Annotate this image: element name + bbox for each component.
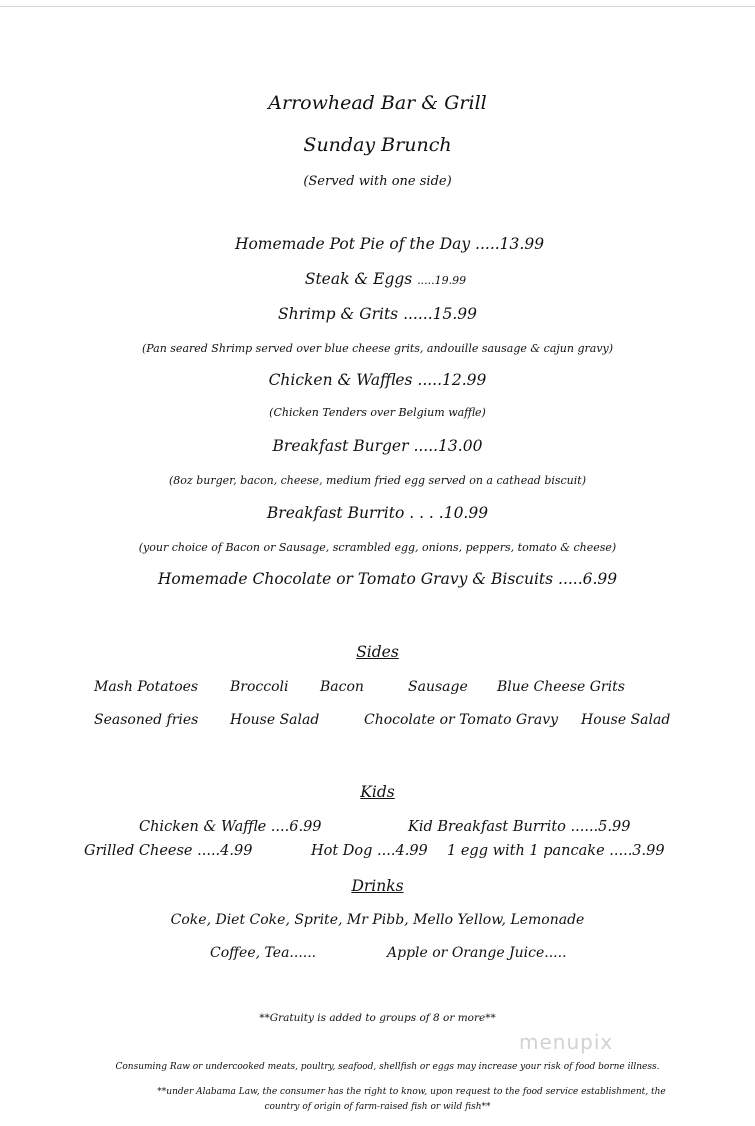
steak-eggs-name: Steak & Eggs bbox=[304, 270, 413, 288]
alabama-law-note-line-1: **under Alabama Law, the consumer has the right to know, upon request to the food service establishment, the bbox=[157, 1087, 666, 1097]
side-item: House Salad bbox=[581, 712, 671, 728]
side-item: Blue Cheese Grits bbox=[497, 679, 625, 695]
side-item: Mash Potatoes bbox=[94, 679, 199, 695]
consumer-warning: Consuming Raw or undercooked meats, poultry, seafood, shellfish or eggs may increase your risk of food borne illness. bbox=[115, 1062, 660, 1072]
breakfast-burrito-description: (your choice of Bacon or Sausage, scrambled egg, onions, peppers, tomato & cheese) bbox=[138, 541, 617, 554]
restaurant-title: Arrowhead Bar & Grill bbox=[268, 92, 487, 114]
chicken-waffles-description: (Chicken Tenders over Belgium waffle) bbox=[269, 406, 486, 419]
side-item: Sausage bbox=[408, 679, 468, 695]
sides-heading: Sides bbox=[356, 643, 399, 661]
alabama-law-note-line-2: country of origin of farm-raised fish or wild fish** bbox=[264, 1102, 491, 1112]
menu-item-gravy-biscuits: Homemade Chocolate or Tomato Gravy & Biscuits .....6.99 bbox=[157, 570, 618, 588]
side-item: House Salad bbox=[230, 712, 320, 728]
top-border-line bbox=[0, 6, 755, 7]
served-with-note: (Served with one side) bbox=[303, 174, 452, 189]
kids-item-egg-pancake: 1 egg with 1 pancake .....3.99 bbox=[447, 843, 665, 859]
drinks-coffee-tea: Coffee, Tea...... bbox=[210, 945, 317, 961]
drinks-heading: Drinks bbox=[351, 877, 404, 895]
breakfast-burger-description: (8oz burger, bacon, cheese, medium fried egg served on a cathead biscuit) bbox=[169, 474, 586, 487]
gratuity-note: **Gratuity is added to groups of 8 or more** bbox=[259, 1012, 496, 1024]
drinks-sodas: Coke, Diet Coke, Sprite, Mr Pibb, Mello Yellow, Lemonade bbox=[170, 912, 585, 928]
drinks-juice: Apple or Orange Juice..... bbox=[387, 945, 567, 961]
kids-item-breakfast-burrito: Kid Breakfast Burrito ......5.99 bbox=[408, 819, 631, 835]
kids-item-hot-dog: Hot Dog ....4.99 bbox=[311, 843, 428, 859]
kids-item-grilled-cheese: Grilled Cheese .....4.99 bbox=[84, 843, 253, 859]
kids-heading: Kids bbox=[360, 783, 395, 801]
menu-subtitle: Sunday Brunch bbox=[303, 134, 452, 156]
steak-eggs-price: .....19.99 bbox=[417, 274, 467, 287]
menu-item-steak-eggs bbox=[8, 270, 755, 288]
menu-item-chicken-waffles: Chicken & Waffles .....12.99 bbox=[268, 371, 487, 389]
menu-item-breakfast-burrito: Breakfast Burrito . . . .10.99 bbox=[266, 504, 489, 522]
menu-item-shrimp-grits: Shrimp & Grits ......15.99 bbox=[277, 305, 478, 323]
menupix-watermark: menupix bbox=[519, 1030, 614, 1054]
side-item: Chocolate or Tomato Gravy bbox=[364, 712, 559, 728]
side-item: Broccoli bbox=[230, 679, 289, 695]
side-item: Bacon bbox=[320, 679, 364, 695]
shrimp-grits-description: (Pan seared Shrimp served over blue cheese grits, andouille sausage & cajun gravy) bbox=[141, 342, 614, 355]
kids-item-chicken-waffle: Chicken & Waffle ....6.99 bbox=[139, 819, 322, 835]
menu-item-breakfast-burger: Breakfast Burger .....13.00 bbox=[272, 437, 483, 455]
side-item: Seasoned fries bbox=[94, 712, 199, 728]
menu-item-pot-pie: Homemade Pot Pie of the Day .....13.99 bbox=[234, 235, 545, 253]
